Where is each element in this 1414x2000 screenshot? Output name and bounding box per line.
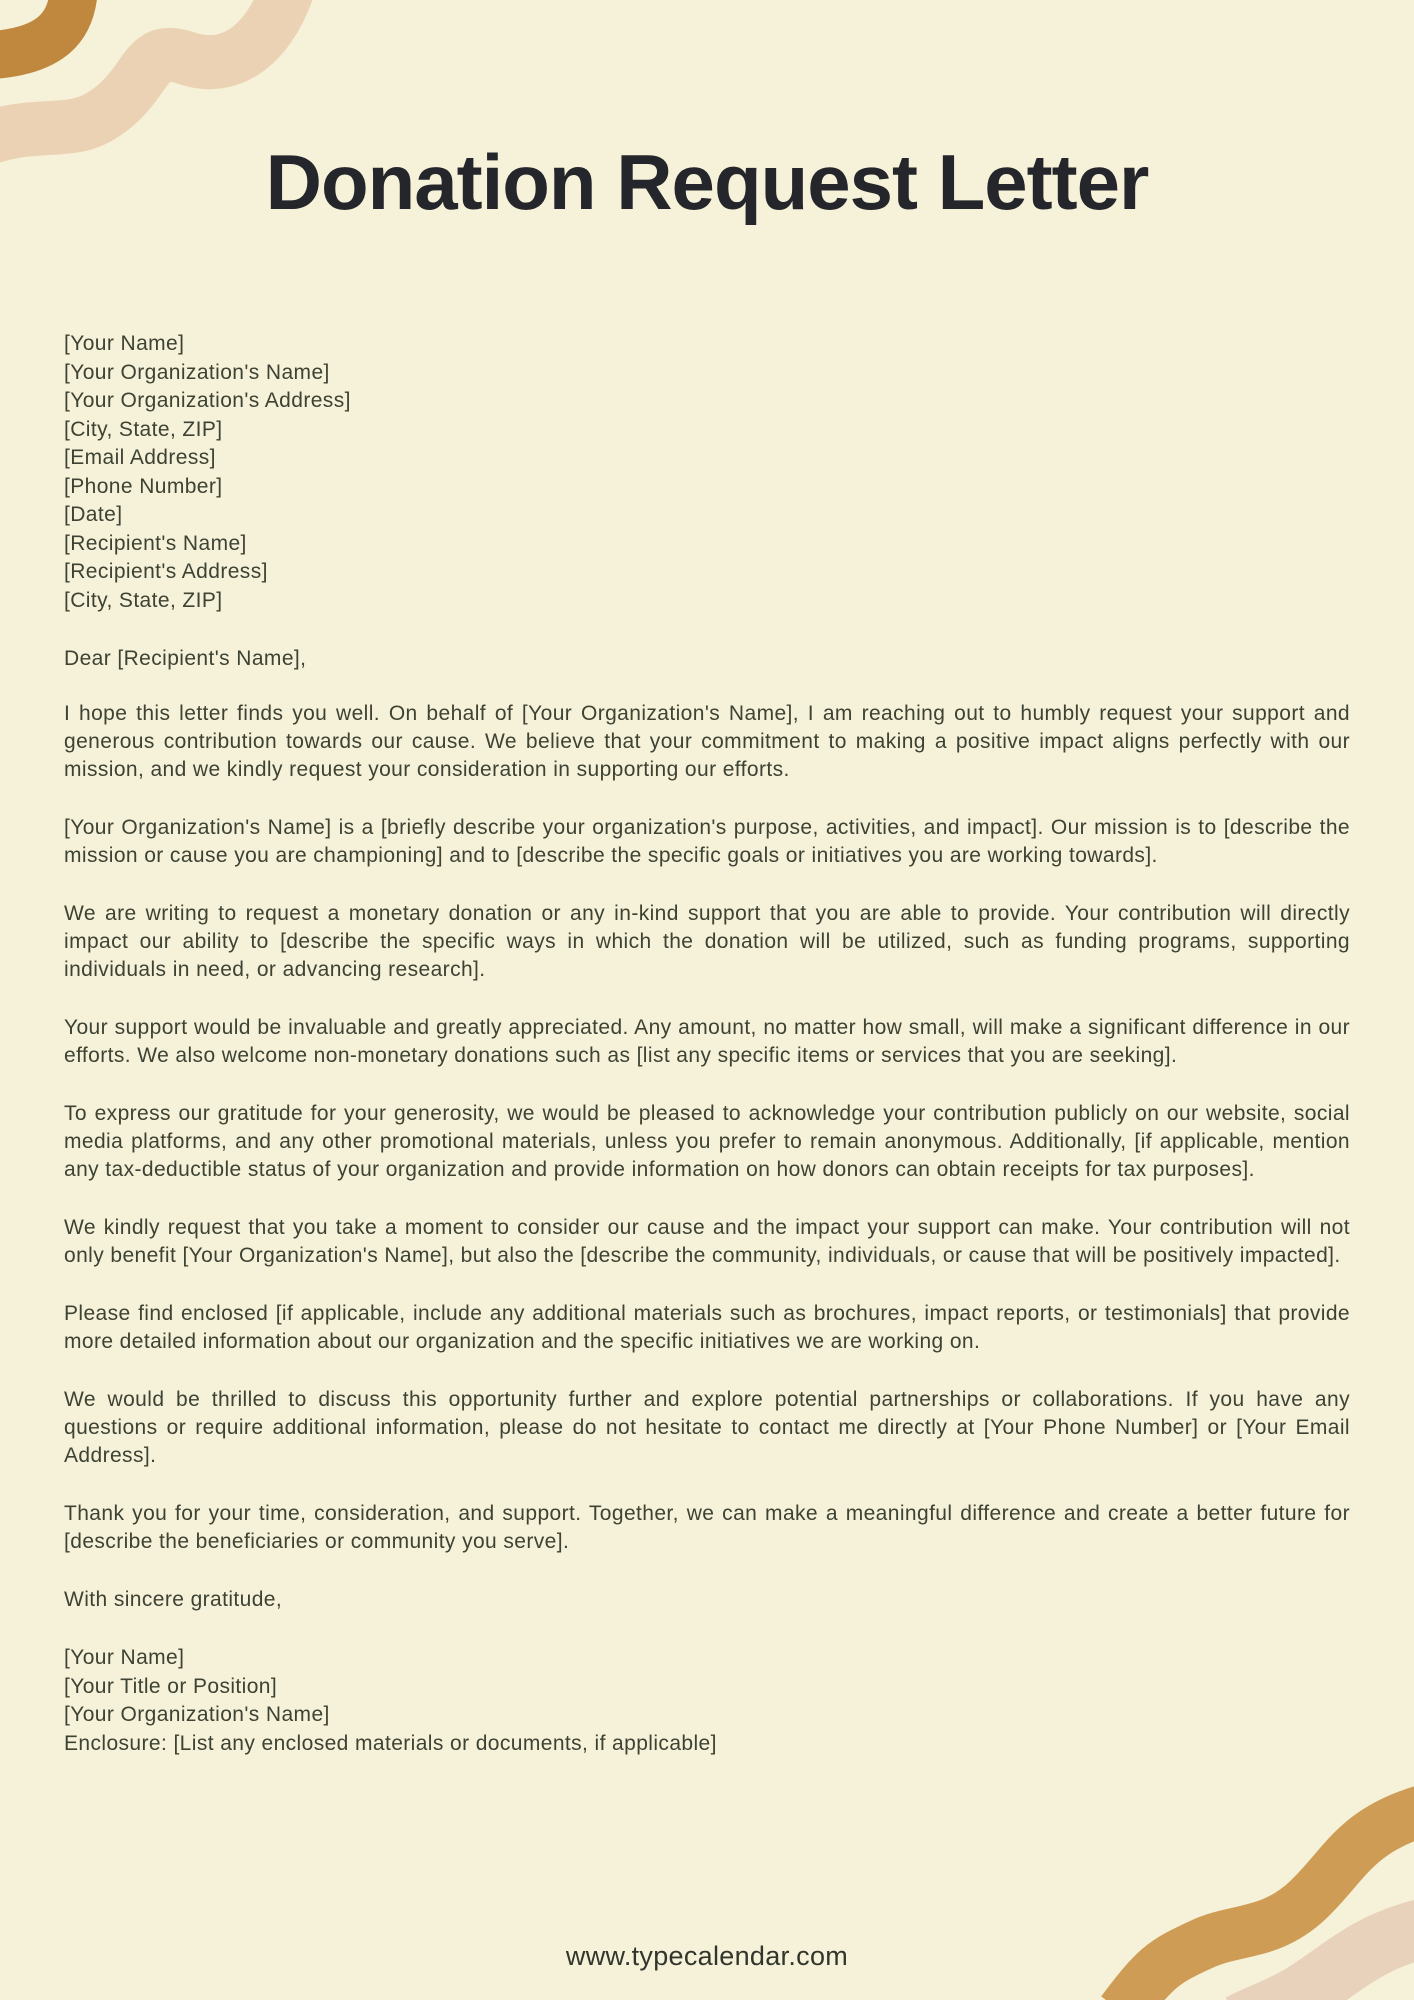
address-line: [Your Name] [64, 332, 185, 355]
letter-paragraph: [Your Organization's Name] is a [briefly describe your organization's purpose, activities, and impact]. Our mission is to [describe the mission or cause you are championing] and to [describe the specific goals or initiatives you are working towards]. [64, 816, 1350, 867]
signature-line: [Your Name] [64, 1646, 185, 1669]
letter-paragraph: We would be thrilled to discuss this opportunity further and explore potential partnerships or collaborations. If you have any questions or require additional information, please do not hesitate to contact me directly at [Your Phone Number] or [Your Email Address]. [64, 1388, 1350, 1467]
letter-paragraphs [64, 700, 1350, 1556]
address-line: [Your Organization's Address] [64, 389, 351, 412]
letter-paragraph: I hope this letter finds you well. On behalf of [Your Organization's Name], I am reaching out to humbly request your support and generous contribution towards our cause. We believe that your commitment to making a positive impact aligns perfectly with our mission, and we kindly request your consideration in supporting our efforts. [64, 702, 1350, 781]
salutation: Dear [Recipient's Name], [64, 647, 307, 670]
closing-line: With sincere gratitude, [64, 1588, 283, 1611]
address-line: [City, State, ZIP] [64, 588, 223, 612]
footer-url: www.typecalendar.com [565, 1941, 849, 1971]
wave-brown-top-icon [0, 0, 74, 56]
letter-paragraph: We are writing to request a monetary donation or any in-kind support that you are able to provide. Your contribution will directly impact our ability to [describe the specific ways in which the donation will be utilized, such as funding programs, supporting individuals in need, or advancing research]. [64, 902, 1350, 981]
letter-paragraph: Your support would be invaluable and greatly appreciated. Any amount, no matter how small, will make a significant difference in our efforts. We also welcome non-monetary donations such as [list any specific items or services that you are seeking]. [64, 1016, 1350, 1067]
wave-peach-top-icon [0, 0, 292, 142]
letter-paragraph: We kindly request that you take a moment to consider our cause and the impact your support can make. Your contribution will not only benefit [Your Organization's Name], but also the [describe the community, individuals, or cause that will be positively impacted]. [64, 1216, 1350, 1267]
page-title: Donation Request Letter [265, 138, 1149, 226]
address-line: [Recipient's Name] [64, 531, 247, 555]
signature-line: [Your Title or Position] [64, 1674, 278, 1698]
signature-line: Enclosure: [List any enclosed materials or documents, if applicable] [64, 1731, 717, 1755]
address-header-block [64, 330, 1350, 615]
letter-paragraph: To express our gratitude for your generosity, we would be pleased to acknowledge your contribution publicly on our website, social media platforms, and any other promotional materials, unless you prefer to remain anonymous. Additionally, [if applicable, mention any tax-deductible status of your organization and provide information on how donors can obtain receipts for tax purposes]. [64, 1102, 1350, 1181]
address-line: [City, State, ZIP] [64, 417, 223, 441]
letter-paragraph: Please find enclosed [if applicable, include any additional materials such as brochures, impact reports, or testimonials] that provide more detailed information about our organization and the specific initiatives we are working on. [64, 1302, 1350, 1353]
address-line: [Phone Number] [64, 474, 223, 498]
signature-line: [Your Organization's Name] [64, 1703, 330, 1726]
address-line: [Recipient's Address] [64, 560, 268, 583]
letter-body [64, 330, 1350, 1758]
address-line: [Your Organization's Name] [64, 360, 330, 384]
signature-block [64, 1644, 1350, 1758]
letter-paragraph: Thank you for your time, consideration, and support. Together, we can make a meaningful difference and create a better future for [describe the beneficiaries or community you serve]. [64, 1502, 1350, 1553]
address-line: [Email Address] [64, 446, 216, 469]
address-line: [Date] [64, 503, 123, 526]
